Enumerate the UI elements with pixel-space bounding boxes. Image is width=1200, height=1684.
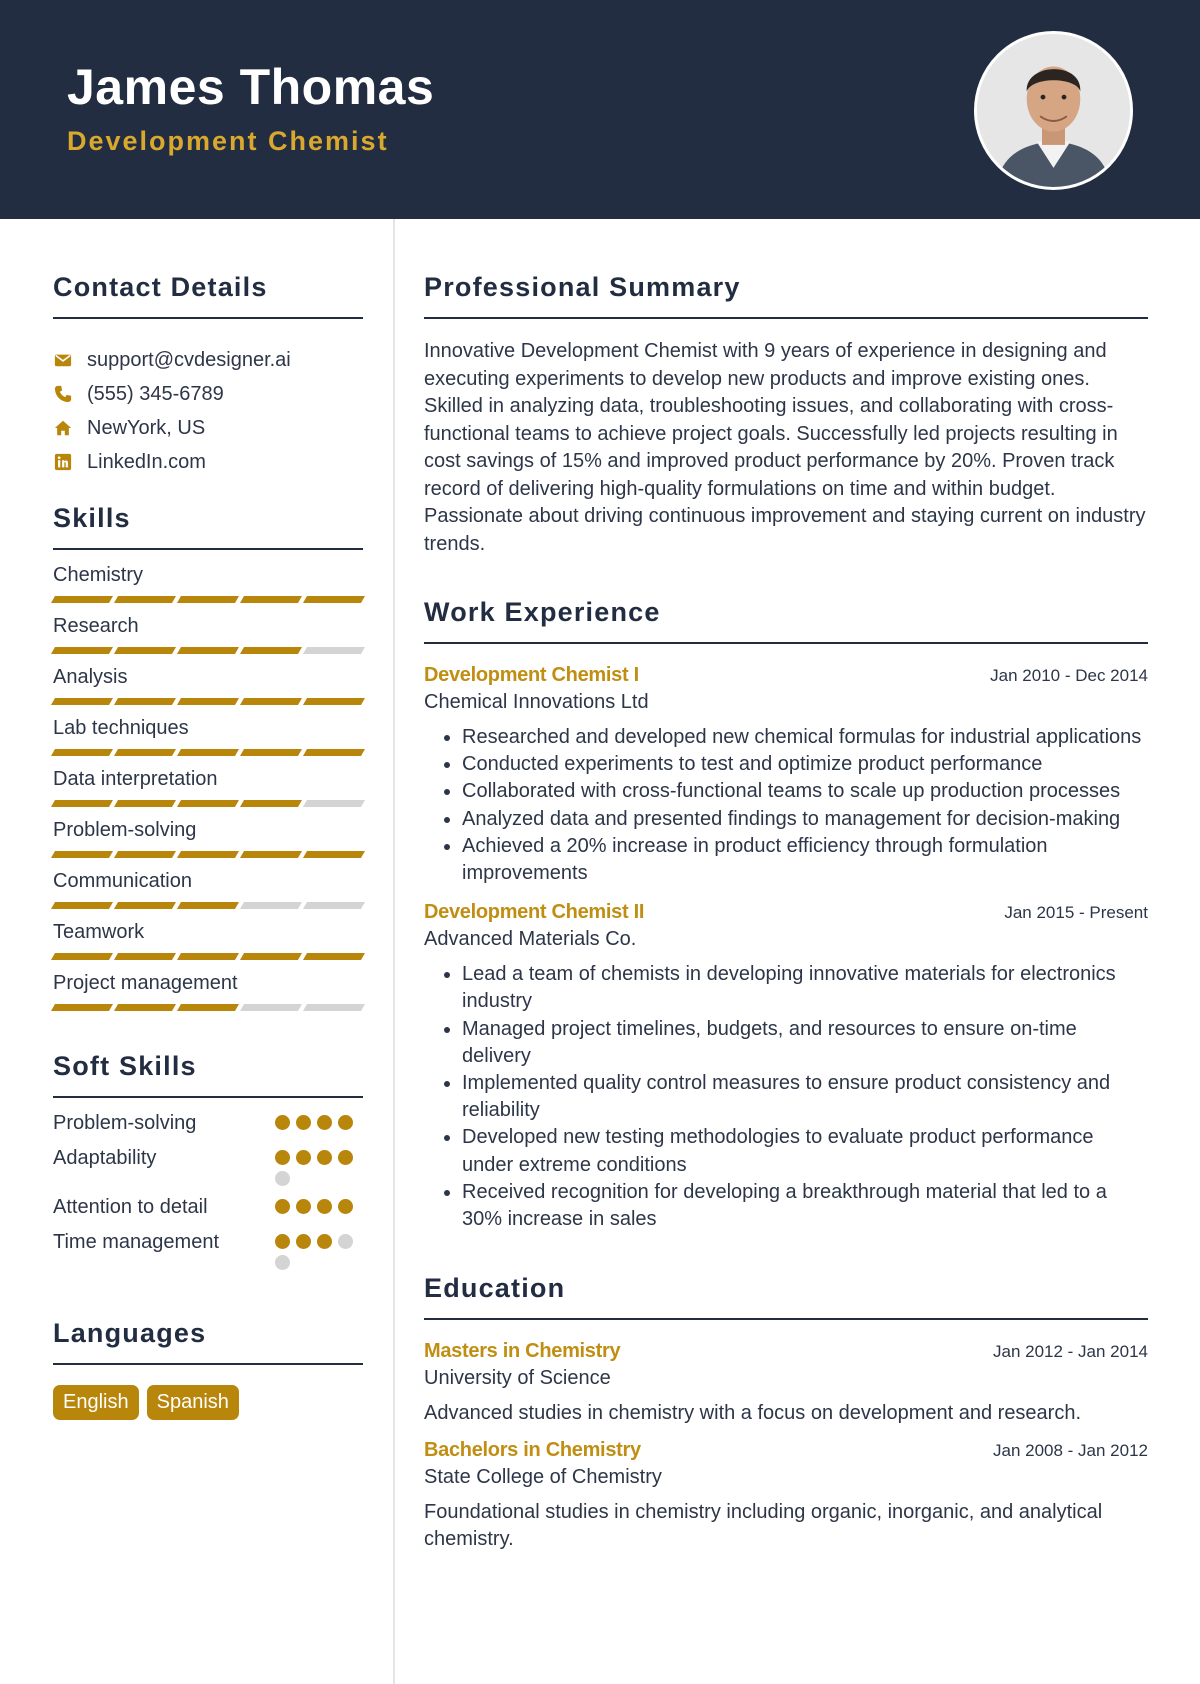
skill-item	[53, 715, 363, 756]
education-school: University of Science	[424, 1367, 611, 1390]
phone-icon	[53, 384, 73, 404]
skill-segment-filled	[240, 953, 302, 960]
rating-dot-filled	[338, 1199, 353, 1214]
skill-segment-filled	[240, 647, 302, 654]
contact-section	[53, 272, 363, 479]
skill-level-bar	[53, 749, 363, 756]
skill-segment-filled	[177, 647, 239, 654]
contact-phone[interactable]	[53, 377, 363, 411]
soft-skills-section	[53, 1051, 363, 1270]
skill-name: Research	[53, 615, 139, 637]
education-school: State College of Chemistry	[424, 1466, 662, 1489]
education-entry	[424, 1439, 1148, 1553]
rating-dot-filled	[317, 1199, 332, 1214]
skill-segment-empty	[303, 902, 365, 909]
skill-segment-filled	[177, 1004, 239, 1011]
education-description: Foundational studies in chemistry including organic, inorganic, and analytical chemistry.	[424, 1501, 1103, 1551]
skill-segment-filled	[51, 596, 113, 603]
skill-level-bar	[53, 902, 363, 909]
skill-segment-filled	[114, 698, 176, 705]
experience-section	[424, 597, 1148, 1233]
right-column	[424, 219, 1148, 1553]
skill-name: Lab techniques	[53, 717, 189, 739]
job-bullet: • Researched and developed new chemical formulas for industrial applications	[462, 724, 1148, 751]
skill-segment-filled	[240, 749, 302, 756]
job-bullet: • Implemented quality control measures to ensure product consistency and reliability	[462, 1070, 1148, 1124]
skill-segment-filled	[177, 749, 239, 756]
skill-segment-filled	[303, 749, 365, 756]
rating-dot-filled	[317, 1234, 332, 1249]
skill-name: Teamwork	[53, 921, 145, 943]
skill-name: Project management	[53, 972, 238, 994]
rating-dot-filled	[275, 1115, 290, 1130]
rating-dot-empty	[275, 1255, 290, 1270]
section-rule	[424, 642, 1148, 644]
contact-list	[53, 343, 363, 479]
soft-skill-name: Problem-solving	[53, 1112, 197, 1134]
home-icon	[53, 418, 73, 438]
soft-skills-list	[53, 1110, 363, 1270]
soft-skill-name: Adaptability	[53, 1147, 157, 1169]
education-degree: Bachelors in Chemistry	[424, 1439, 641, 1462]
rating-dot-filled	[317, 1150, 332, 1165]
left-column	[53, 219, 363, 1420]
summary-text: Innovative Development Chemist with 9 years of experience in designing and executing experiments to develop new products and improve existing ones. Skilled in analyzing data, troubleshooting issues, and collaborating with cross-functional teams to achieve project goals. Successfully led projects resulting in cost savings of 15% and improved product performance by 20%. Proven track record of delivering high-quality formulations on time and within budget. Passionate about driving continuous improvement and staying current on industry trends.	[424, 340, 1146, 555]
skills-section	[53, 503, 363, 1011]
languages-section	[53, 1318, 363, 1420]
section-rule	[53, 548, 363, 550]
skill-item	[53, 817, 363, 858]
skills-heading: Skills	[53, 503, 131, 533]
soft-skill-item	[53, 1194, 363, 1221]
soft-skill-item	[53, 1110, 363, 1137]
candidate-name: James Thomas	[67, 59, 435, 115]
soft-skill-item	[53, 1145, 363, 1186]
skill-name: Data interpretation	[53, 768, 218, 790]
languages-heading: Languages	[53, 1318, 207, 1348]
summary-section	[424, 272, 1148, 558]
job-bullet: • Lead a team of chemists in developing innovative materials for electronics industry	[462, 961, 1148, 1015]
experience-heading: Work Experience	[424, 597, 661, 627]
job-bullet: • Achieved a 20% increase in product efficiency through formulation improvements	[462, 833, 1148, 887]
rating-dot-filled	[275, 1150, 290, 1165]
job-bullet: • Managed project timelines, budgets, and resources to ensure on-time delivery	[462, 1016, 1148, 1070]
skill-segment-empty	[240, 1004, 302, 1011]
skill-segment-filled	[51, 749, 113, 756]
skill-segment-filled	[177, 851, 239, 858]
section-rule	[53, 1363, 363, 1365]
rating-dot-filled	[275, 1199, 290, 1214]
skill-item	[53, 868, 363, 909]
skill-segment-filled	[114, 953, 176, 960]
skill-segment-filled	[177, 596, 239, 603]
soft-skill-name: Time management	[53, 1231, 219, 1253]
job-bullets	[424, 961, 1148, 1233]
skill-segment-filled	[114, 749, 176, 756]
education-description: Advanced studies in chemistry with a focus on development and research.	[424, 1402, 1082, 1425]
skill-segment-filled	[177, 698, 239, 705]
skill-segment-filled	[51, 647, 113, 654]
skill-segment-filled	[51, 698, 113, 705]
contact-linkedin-text: LinkedIn.com	[87, 450, 206, 473]
profile-photo	[974, 31, 1133, 190]
skill-level-bar	[53, 647, 363, 654]
skill-segment-filled	[303, 698, 365, 705]
contact-email-text: support@cvdesigner.ai	[87, 348, 291, 371]
job-entry	[424, 901, 1148, 1233]
skill-item	[53, 766, 363, 807]
skill-segment-empty	[303, 800, 365, 807]
rating-dot-filled	[296, 1115, 311, 1130]
contact-location-text: NewYork, US	[87, 416, 206, 439]
section-rule	[424, 1318, 1148, 1320]
soft-skill-item	[53, 1229, 363, 1270]
skill-name: Communication	[53, 870, 192, 892]
soft-skill-name: Attention to detail	[53, 1196, 208, 1218]
section-rule	[424, 317, 1148, 319]
job-company: Advanced Materials Co.	[424, 928, 637, 951]
job-title: Development Chemist II	[424, 901, 645, 924]
section-rule	[53, 317, 363, 319]
job-company: Chemical Innovations Ltd	[424, 691, 649, 713]
language-badge-english: English	[53, 1385, 139, 1420]
summary-heading: Professional Summary	[424, 272, 741, 302]
candidate-title: Development Chemist	[67, 126, 389, 156]
skill-level-bar	[53, 953, 363, 960]
education-date: Jan 2012 - Jan 2014	[992, 1342, 1148, 1362]
envelope-icon	[53, 350, 73, 370]
skill-segment-filled	[114, 800, 176, 807]
skill-segment-filled	[51, 851, 113, 858]
skill-segment-filled	[51, 902, 113, 909]
skill-segment-filled	[240, 851, 302, 858]
rating-dot-filled	[296, 1234, 311, 1249]
job-header	[424, 901, 1148, 924]
job-entry	[424, 664, 1148, 887]
skill-item	[53, 562, 363, 603]
skill-segment-filled	[240, 800, 302, 807]
soft-skills-heading: Soft Skills	[53, 1051, 197, 1081]
job-bullet: • Collaborated with cross-functional teams to scale up production processes	[462, 778, 1148, 805]
skill-level-bar	[53, 596, 363, 603]
skill-segment-filled	[303, 596, 365, 603]
rating-dot-filled	[338, 1150, 353, 1165]
skill-item	[53, 970, 363, 1011]
skill-segment-filled	[114, 851, 176, 858]
rating-dot-empty	[275, 1171, 290, 1186]
contact-location	[53, 411, 363, 445]
contact-heading: Contact Details	[53, 272, 268, 302]
education-date: Jan 2008 - Jan 2012	[992, 1441, 1148, 1461]
skill-segment-filled	[114, 596, 176, 603]
education-header	[424, 1340, 1148, 1363]
skill-segment-filled	[177, 800, 239, 807]
resume-header	[0, 0, 1200, 219]
job-bullet: • Conducted experiments to test and optimize product performance	[462, 751, 1148, 778]
job-date: Jan 2010 - Dec 2014	[990, 666, 1148, 685]
rating-dot-filled	[296, 1199, 311, 1214]
skill-segment-filled	[51, 800, 113, 807]
soft-skill-rating	[275, 1145, 363, 1186]
skill-segment-filled	[114, 902, 176, 909]
skill-segment-filled	[303, 851, 365, 858]
skill-segment-empty	[240, 902, 302, 909]
skill-segment-filled	[51, 953, 113, 960]
skill-segment-filled	[240, 698, 302, 705]
rating-dot-filled	[317, 1115, 332, 1130]
education-degree: Masters in Chemistry	[424, 1340, 621, 1363]
portrait-image	[977, 34, 1130, 187]
rating-dot-empty	[338, 1234, 353, 1249]
education-heading: Education	[424, 1273, 566, 1304]
job-bullet: • Developed new testing methodologies to evaluate product performance under extreme conditions	[462, 1124, 1148, 1178]
rating-dot-filled	[275, 1234, 290, 1249]
skill-segment-filled	[114, 1004, 176, 1011]
contact-phone-text: (555) 345-6789	[87, 382, 224, 405]
skill-segment-filled	[240, 596, 302, 603]
skill-level-bar	[53, 1004, 363, 1011]
linkedin-icon	[53, 452, 73, 472]
education-header	[424, 1439, 1148, 1462]
languages-list	[53, 1385, 363, 1420]
skill-segment-filled	[303, 953, 365, 960]
skill-item	[53, 664, 363, 705]
contact-email[interactable]	[53, 343, 363, 377]
skills-list	[53, 562, 363, 1011]
job-bullet: • Received recognition for developing a breakthrough material that led to a 30% increase in sales	[462, 1179, 1148, 1233]
soft-skill-rating	[275, 1110, 363, 1130]
job-bullet: • Analyzed data and presented findings to management for decision-making	[462, 806, 1148, 833]
soft-skill-rating	[275, 1229, 363, 1270]
skill-segment-empty	[303, 647, 365, 654]
skill-segment-filled	[177, 953, 239, 960]
skill-name: Analysis	[53, 666, 128, 688]
skill-segment-filled	[177, 902, 239, 909]
skill-item	[53, 613, 363, 654]
section-rule	[53, 1096, 363, 1098]
skill-level-bar	[53, 698, 363, 705]
job-bullets	[424, 724, 1148, 887]
skill-level-bar	[53, 800, 363, 807]
skill-segment-filled	[114, 647, 176, 654]
job-title: Development Chemist I	[424, 664, 639, 686]
skill-segment-empty	[303, 1004, 365, 1011]
column-divider	[393, 219, 395, 1684]
education-section	[424, 1273, 1148, 1553]
language-badge-spanish: Spanish	[147, 1385, 239, 1420]
skill-level-bar	[53, 851, 363, 858]
skill-item	[53, 919, 363, 960]
rating-dot-filled	[338, 1115, 353, 1130]
job-header	[424, 664, 1148, 687]
soft-skill-rating	[275, 1194, 363, 1214]
skill-name: Problem-solving	[53, 819, 197, 841]
education-entry	[424, 1340, 1148, 1427]
job-date: Jan 2015 - Present	[1004, 903, 1148, 923]
skill-segment-filled	[51, 1004, 113, 1011]
contact-linkedin[interactable]	[53, 445, 363, 479]
skill-name: Chemistry	[53, 564, 144, 586]
rating-dot-filled	[296, 1150, 311, 1165]
